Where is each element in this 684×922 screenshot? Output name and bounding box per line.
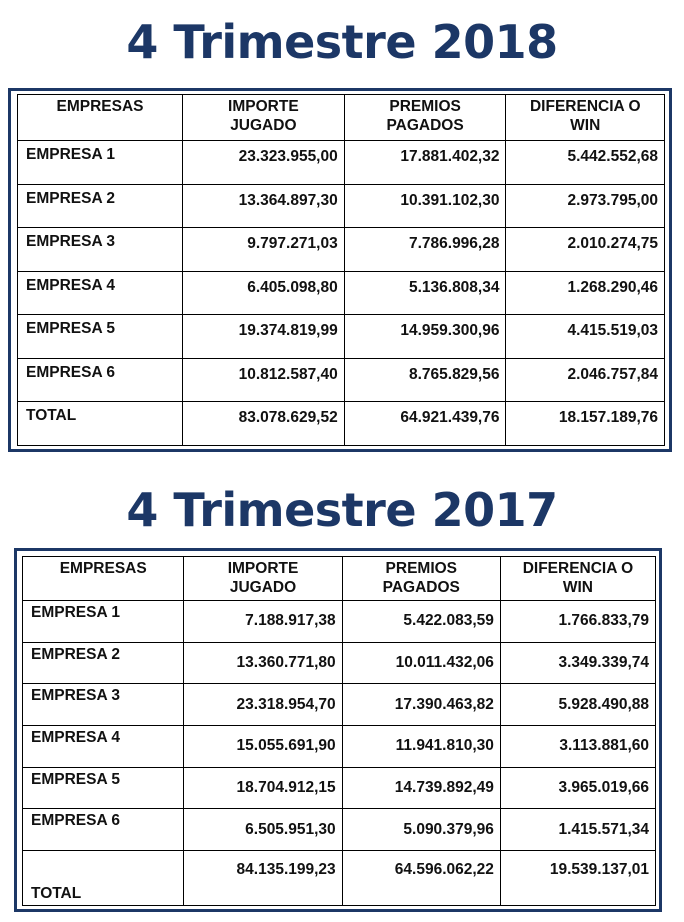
table-row — [23, 726, 656, 768]
header-premios-pagados: PREMIOS PAGADOS — [342, 557, 500, 601]
premios-cell: 5.136.808,34 — [344, 271, 506, 315]
premios-cell: 17.881.402,32 — [344, 141, 506, 185]
premios-cell: 11.941.810,30 — [342, 726, 500, 768]
header-importe-jugado: IMPORTE JUGADO — [182, 95, 344, 141]
table-row — [18, 315, 665, 359]
table-row — [23, 809, 656, 851]
table-row — [18, 141, 665, 185]
header-diferencia-win: DIFERENCIA O WIN — [500, 557, 655, 601]
total-importe: 84.135.199,23 — [184, 851, 342, 906]
diferencia-cell: 3.349.339,74 — [500, 642, 655, 684]
empresa-cell: EMPRESA 3 — [18, 228, 183, 272]
total-diferencia: 19.539.137,01 — [500, 851, 655, 906]
total-row — [18, 402, 665, 446]
header-row — [23, 557, 656, 601]
premios-cell: 5.422.083,59 — [342, 601, 500, 643]
diferencia-cell: 2.010.274,75 — [506, 228, 665, 272]
diferencia-cell: 5.928.490,88 — [500, 684, 655, 726]
total-premios: 64.921.439,76 — [344, 402, 506, 446]
table-row — [23, 601, 656, 643]
empresa-cell: EMPRESA 5 — [18, 315, 183, 359]
total-label: TOTAL — [18, 402, 183, 446]
empresa-cell: EMPRESA 4 — [23, 726, 184, 768]
empresa-cell: EMPRESA 1 — [18, 141, 183, 185]
table-row — [18, 184, 665, 228]
premios-cell: 5.090.379,96 — [342, 809, 500, 851]
total-importe: 83.078.629,52 — [182, 402, 344, 446]
premios-cell: 8.765.829,56 — [344, 358, 506, 402]
header-empresas: EMPRESAS — [18, 95, 183, 141]
header-importe-jugado: IMPORTE JUGADO — [184, 557, 342, 601]
header-empresas: EMPRESAS — [23, 557, 184, 601]
importe-cell: 9.797.271,03 — [182, 228, 344, 272]
table-row — [23, 767, 656, 809]
diferencia-cell: 1.766.833,79 — [500, 601, 655, 643]
importe-cell: 13.360.771,80 — [184, 642, 342, 684]
empresa-cell: EMPRESA 2 — [18, 184, 183, 228]
header-diferencia-win: DIFERENCIA O WIN — [506, 95, 665, 141]
total-label: TOTAL — [23, 851, 184, 906]
diferencia-cell: 5.442.552,68 — [506, 141, 665, 185]
importe-cell: 18.704.912,15 — [184, 767, 342, 809]
premios-cell: 10.391.102,30 — [344, 184, 506, 228]
importe-cell: 13.364.897,30 — [182, 184, 344, 228]
empresa-cell: EMPRESA 2 — [23, 642, 184, 684]
table-frame-2018 — [8, 88, 672, 452]
total-premios: 64.596.062,22 — [342, 851, 500, 906]
diferencia-cell: 2.046.757,84 — [506, 358, 665, 402]
title-2018: 4 Trimestre 2018 — [126, 15, 558, 69]
table-row — [23, 684, 656, 726]
results-table-2018 — [17, 94, 665, 446]
total-row — [23, 851, 656, 906]
title-2017: 4 Trimestre 2017 — [126, 483, 558, 537]
importe-cell: 6.405.098,80 — [182, 271, 344, 315]
empresa-cell: EMPRESA 4 — [18, 271, 183, 315]
diferencia-cell: 2.973.795,00 — [506, 184, 665, 228]
importe-cell: 10.812.587,40 — [182, 358, 344, 402]
diferencia-cell: 1.415.571,34 — [500, 809, 655, 851]
diferencia-cell: 3.113.881,60 — [500, 726, 655, 768]
empresa-cell: EMPRESA 6 — [18, 358, 183, 402]
diferencia-cell: 3.965.019,66 — [500, 767, 655, 809]
premios-cell: 14.959.300,96 — [344, 315, 506, 359]
table-row — [23, 642, 656, 684]
header-premios-pagados: PREMIOS PAGADOS — [344, 95, 506, 141]
premios-cell: 7.786.996,28 — [344, 228, 506, 272]
diferencia-cell: 1.268.290,46 — [506, 271, 665, 315]
table-row — [18, 358, 665, 402]
empresa-cell: EMPRESA 1 — [23, 601, 184, 643]
diferencia-cell: 4.415.519,03 — [506, 315, 665, 359]
importe-cell: 7.188.917,38 — [184, 601, 342, 643]
premios-cell: 14.739.892,49 — [342, 767, 500, 809]
header-row — [18, 95, 665, 141]
importe-cell: 23.318.954,70 — [184, 684, 342, 726]
empresa-cell: EMPRESA 5 — [23, 767, 184, 809]
premios-cell: 10.011.432,06 — [342, 642, 500, 684]
importe-cell: 15.055.691,90 — [184, 726, 342, 768]
importe-cell: 23.323.955,00 — [182, 141, 344, 185]
importe-cell: 19.374.819,99 — [182, 315, 344, 359]
table-row — [18, 228, 665, 272]
importe-cell: 6.505.951,30 — [184, 809, 342, 851]
results-table-2017 — [22, 556, 656, 906]
total-diferencia: 18.157.189,76 — [506, 402, 665, 446]
table-frame-2017 — [14, 548, 662, 912]
premios-cell: 17.390.463,82 — [342, 684, 500, 726]
empresa-cell: EMPRESA 6 — [23, 809, 184, 851]
empresa-cell: EMPRESA 3 — [23, 684, 184, 726]
table-row — [18, 271, 665, 315]
